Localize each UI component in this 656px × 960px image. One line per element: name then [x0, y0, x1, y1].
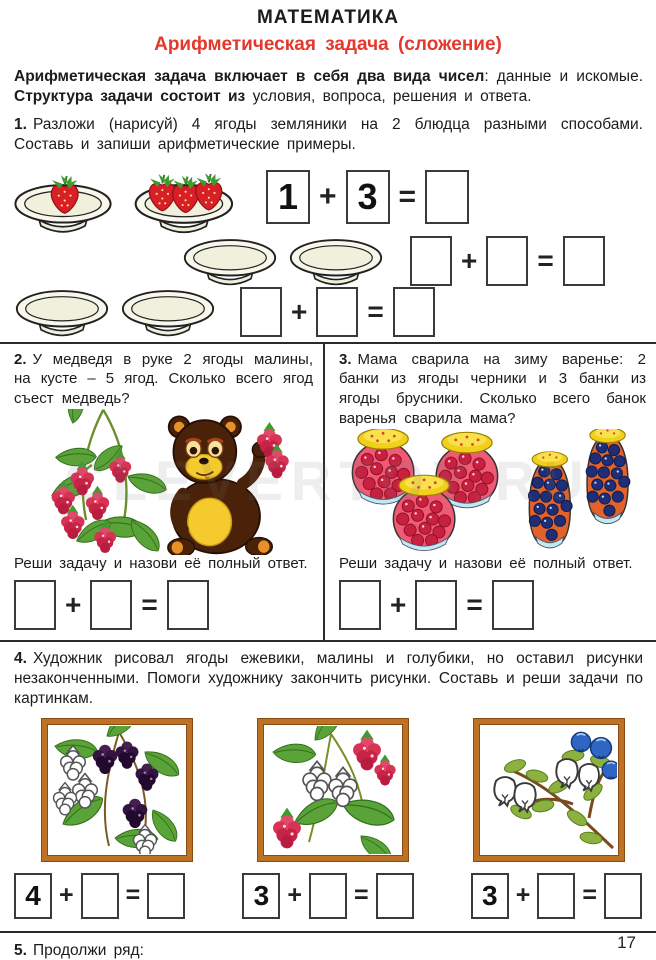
task-1-row-3: [0, 286, 656, 338]
task-1: [0, 115, 656, 337]
equals-sign: =: [141, 588, 158, 620]
equals-sign: =: [125, 881, 141, 910]
plus-sign: +: [390, 588, 407, 620]
equation-1-3: [240, 287, 435, 337]
addend-1-box[interactable]: [410, 236, 452, 286]
task-2-text: 2. У медведя в руке 2 ягоды малины, на кусте – 5 ягод. Сколько всего ягод съест медведь?: [14, 350, 313, 408]
task-5-number: 5.: [14, 941, 27, 959]
task-5-text: 5. Продолжи ряд:: [14, 941, 144, 959]
addend-1-box[interactable]: 4: [14, 873, 52, 919]
addend-1-box[interactable]: 3: [242, 873, 280, 919]
plate-with-3-strawberries-image: [120, 160, 246, 234]
equation-4-2: [242, 873, 413, 919]
task-2: [0, 344, 325, 640]
page-header: [0, 0, 656, 56]
equation-1-2: [410, 236, 605, 286]
bear-image: [167, 416, 288, 554]
sum-box[interactable]: [563, 236, 605, 286]
plus-sign: +: [461, 244, 478, 276]
equals-sign: =: [398, 179, 417, 213]
addend-2-box[interactable]: [81, 873, 119, 919]
watermark: CLEVERTOY.RU: [64, 449, 592, 512]
task-3: [325, 344, 656, 640]
empty-plate-image[interactable]: [286, 236, 386, 286]
intro-rest-2: условия, вопроса, решения и ответа.: [245, 88, 532, 106]
sum-box[interactable]: [167, 580, 209, 630]
plus-sign: +: [291, 295, 308, 327]
blueberry-picture[interactable]: [474, 719, 624, 861]
plus-sign: +: [287, 881, 302, 910]
equals-sign: =: [367, 295, 384, 327]
equals-sign: =: [537, 244, 554, 276]
task-3-number: 3.: [339, 350, 352, 368]
addend-2-box[interactable]: [537, 873, 575, 919]
plus-sign: +: [65, 588, 82, 620]
task-3-instruction: Реши задачу и назови её полный ответ.: [339, 554, 633, 572]
intro-text: [14, 67, 643, 107]
task-4-pictures: [42, 719, 624, 861]
task-5: [0, 941, 656, 960]
task-3-text: 3. Мама сварила на зиму варенье: 2 банки из ягоды черники и 3 банки из ягоды брусники. Сколько всего банок варенья сварила мама?: [339, 350, 646, 427]
task-4-equations: [14, 873, 642, 919]
empty-plate-image[interactable]: [12, 287, 112, 337]
jam-jars-illustration: [339, 429, 646, 555]
empty-plate-image[interactable]: [118, 287, 218, 337]
intro-rest-1: : данные и искомые.: [484, 68, 644, 85]
equals-sign: =: [466, 588, 483, 620]
equation-4-1: [14, 873, 185, 919]
task-2-number: 2.: [14, 350, 27, 368]
task-1-text: 1. Разложи (нарисуй) 4 ягоды земляники на 2 блюдца разными способами. Составь и запиши арифметические примеры.: [14, 116, 643, 154]
intro-bold-1: Арифметическая задача включает в себя два вида чисел: [14, 68, 485, 85]
addend-2-box[interactable]: [90, 580, 132, 630]
task-1-row-2: [0, 236, 656, 286]
plus-sign: +: [319, 179, 337, 213]
bear-illustration: [14, 409, 313, 555]
sum-box[interactable]: [604, 873, 642, 919]
tasks-2-3: [0, 342, 656, 642]
task-4: [0, 649, 656, 933]
sum-box[interactable]: [393, 287, 435, 337]
addend-2-box[interactable]: [316, 287, 358, 337]
addend-1-box[interactable]: [339, 580, 381, 630]
plus-sign: +: [59, 881, 74, 910]
page-number: 17: [617, 933, 636, 952]
equation-4-3: [471, 873, 642, 919]
addend-1-box[interactable]: [14, 580, 56, 630]
equals-sign: =: [354, 881, 369, 910]
equation-2: [14, 580, 313, 630]
addend-2-box[interactable]: [309, 873, 347, 919]
page-title: МАТЕМАТИКА: [256, 7, 400, 28]
addend-1-box[interactable]: 3: [471, 873, 509, 919]
plate-with-1-strawberry-image: [12, 160, 114, 234]
raspberry-picture[interactable]: [258, 719, 408, 861]
intro-bold-2: Структура задачи состоит из: [14, 88, 246, 106]
equation-1-1: [266, 170, 469, 224]
task-1-row-1: [0, 158, 656, 236]
task-2-instruction: Реши задачу и назови её полный ответ.: [14, 554, 308, 572]
task-4-number: 4.: [14, 649, 27, 667]
addend-2-box[interactable]: [486, 236, 528, 286]
empty-plate-image[interactable]: [180, 236, 280, 286]
plus-sign: +: [515, 881, 531, 910]
task-1-number: 1.: [14, 116, 27, 134]
equation-3: [339, 580, 646, 630]
task-4-text: 4. Художник рисовал ягоды ежевики, малины и голубики, но оставил рисунки незаконченными. Помоги художнику закончить рисунки. Составь и реши задачи по картинкам.: [14, 649, 643, 707]
blackberry-picture[interactable]: [42, 719, 192, 861]
addend-1-box[interactable]: [240, 287, 282, 337]
addend-1-box[interactable]: 1: [266, 170, 310, 224]
sum-box[interactable]: [425, 170, 469, 224]
addend-2-box[interactable]: [415, 580, 457, 630]
raspberry-bush-image: [48, 409, 168, 555]
sum-box[interactable]: [147, 873, 185, 919]
equals-sign: =: [582, 881, 597, 910]
addend-2-box[interactable]: 3: [346, 170, 390, 224]
sum-box[interactable]: [492, 580, 534, 630]
sum-box[interactable]: [376, 873, 414, 919]
page-subtitle: Арифметическая задача (сложение): [154, 34, 502, 55]
